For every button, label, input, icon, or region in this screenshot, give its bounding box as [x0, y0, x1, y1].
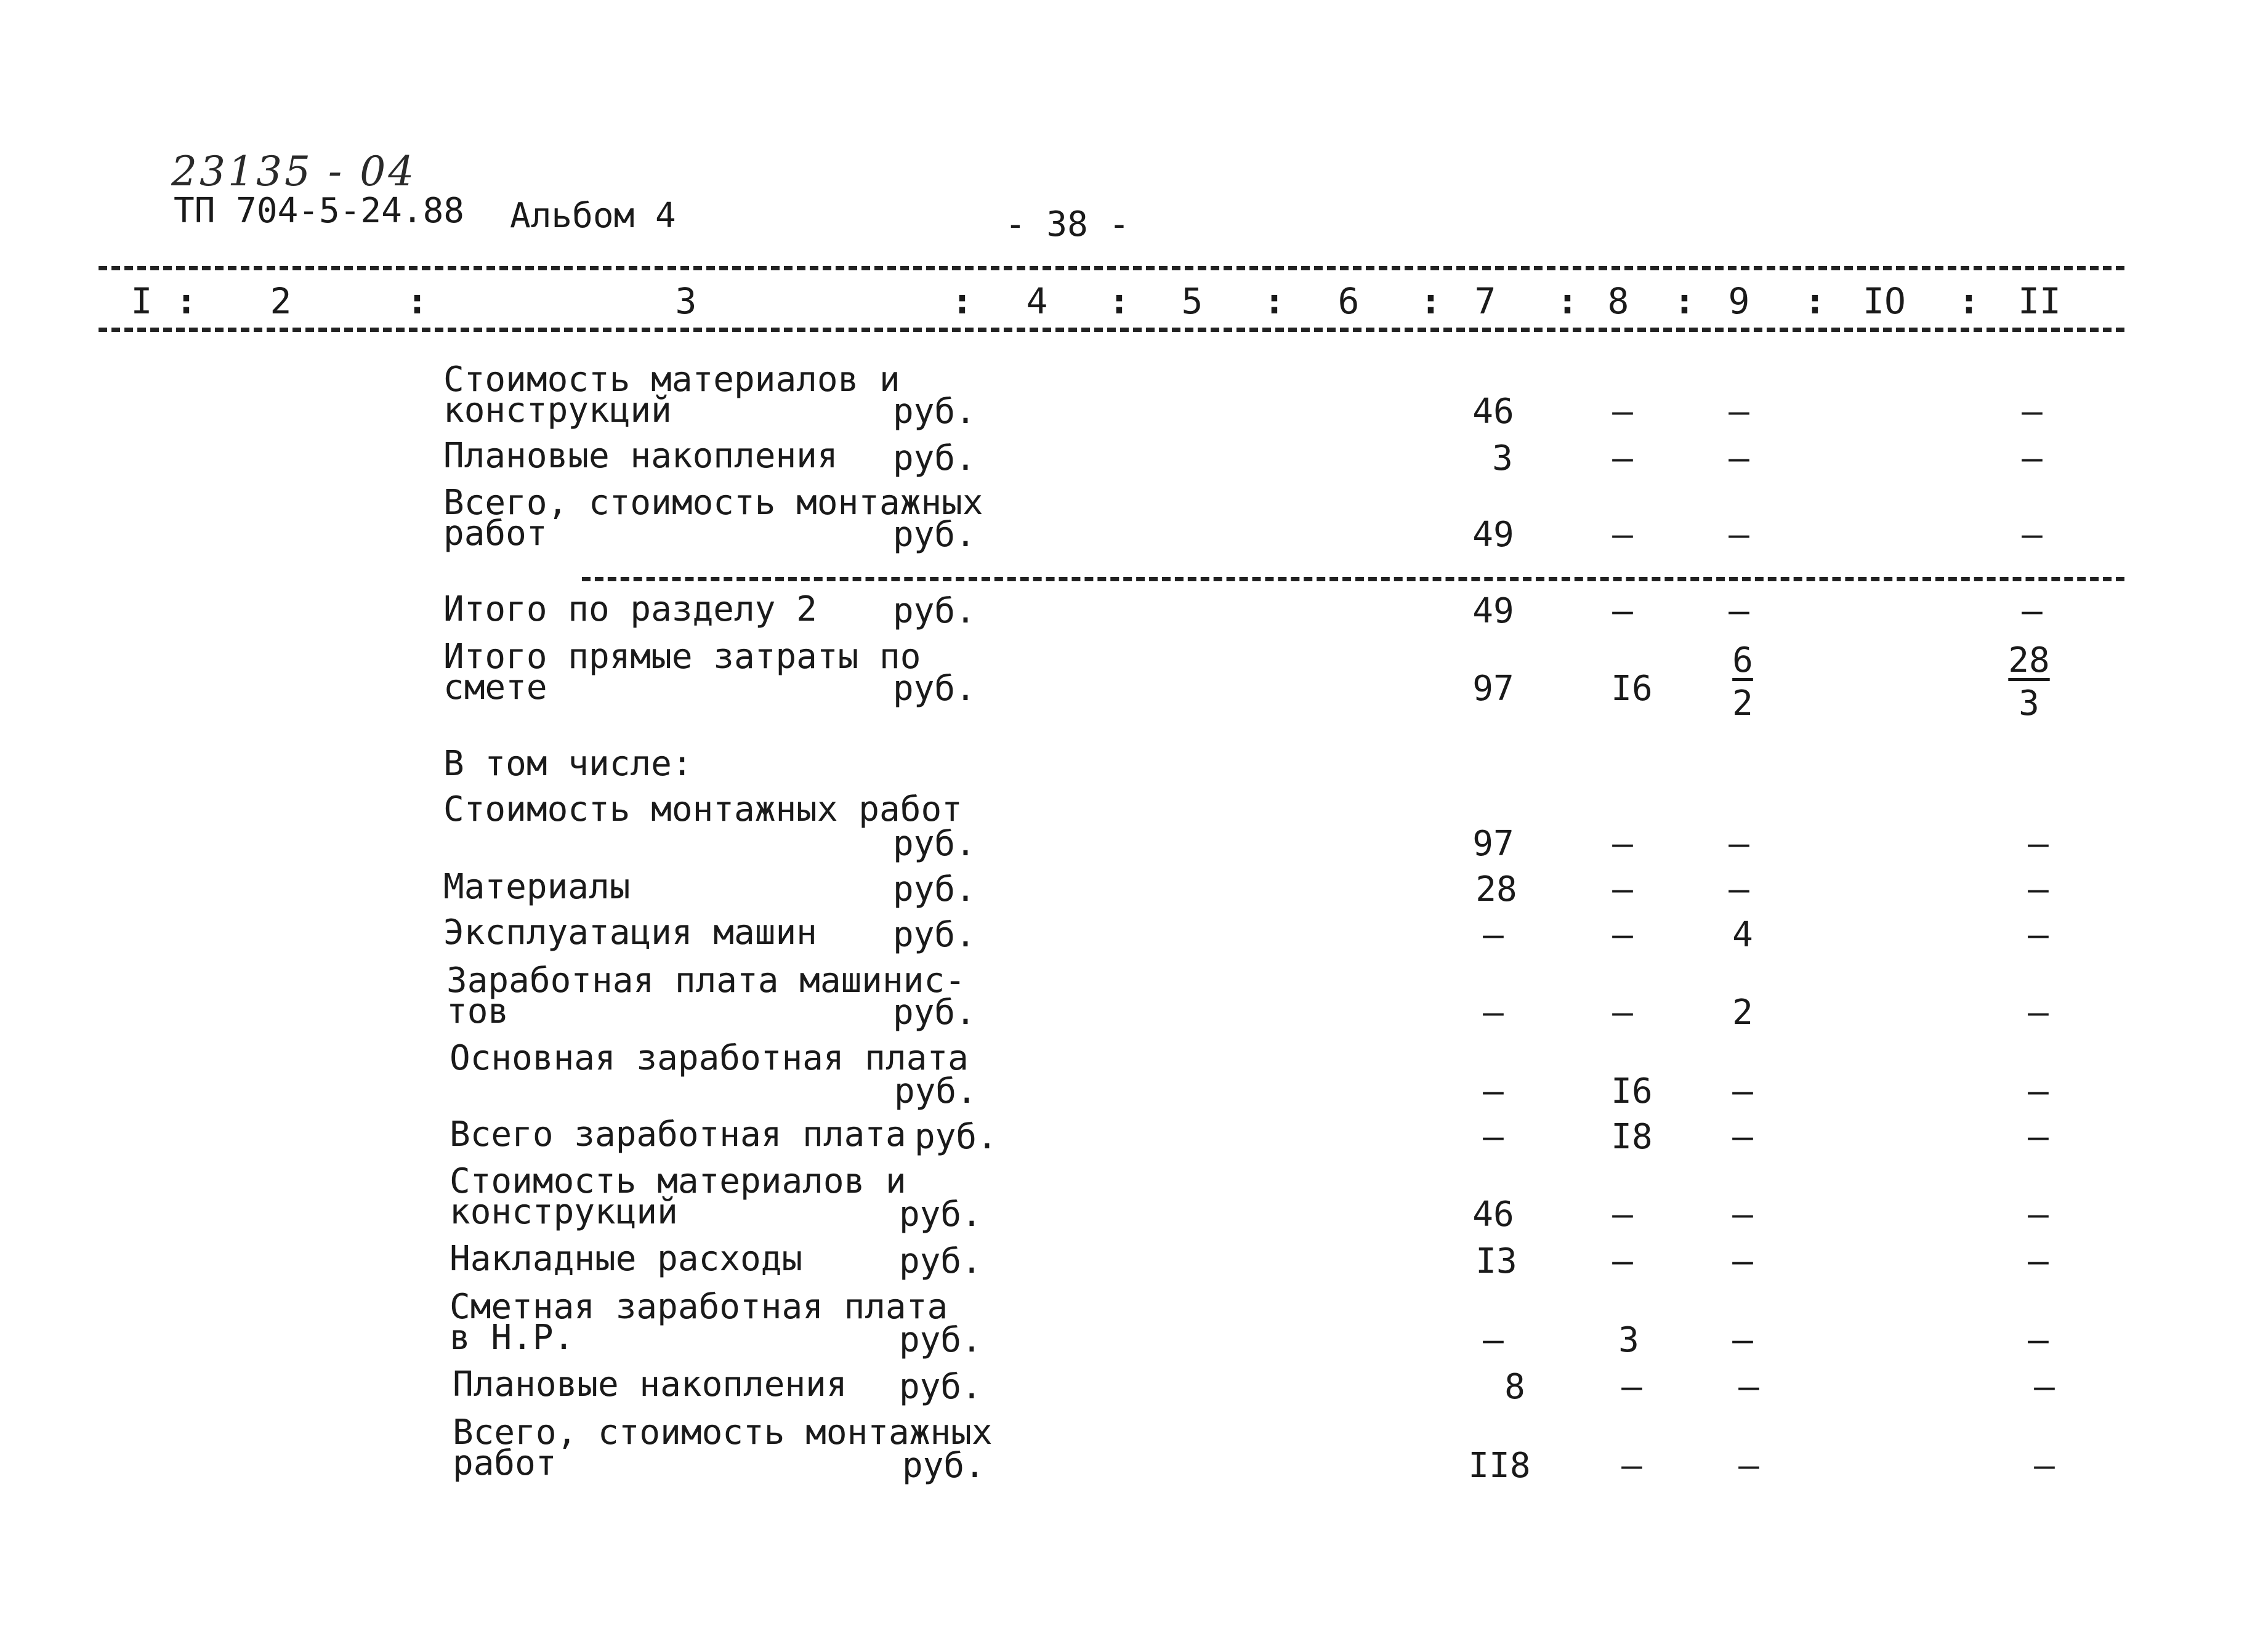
cell-col11-denominator: 3	[2019, 683, 2039, 723]
column-separator: :	[406, 280, 428, 322]
row-label: Заработная плата машинис- тов	[446, 961, 966, 1031]
cell-col7: 8	[1504, 1367, 1525, 1407]
cell-col9: –	[1732, 1195, 1753, 1235]
cell-col11: –	[2028, 869, 2049, 909]
row-label: Плановые накопления	[453, 1364, 847, 1404]
column-header-11: II	[2018, 280, 2061, 322]
row-label: Накладные расходы	[450, 1239, 803, 1279]
column-header-10: IO	[1863, 280, 1906, 322]
cell-col8: –	[1621, 1367, 1642, 1407]
cell-col11: –	[2022, 515, 2043, 555]
cell-col7: 97	[1472, 669, 1514, 709]
row-unit: руб.	[893, 392, 976, 432]
row-label: Стоимость материалов и конструкций	[450, 1161, 906, 1232]
column-header-3: 3	[675, 280, 697, 322]
row-label: Итого по разделу 2	[443, 589, 817, 629]
row-unit: руб.	[893, 869, 976, 909]
cell-col9-denominator: 2	[1732, 683, 1753, 723]
column-separator: :	[1108, 280, 1130, 322]
row-unit: руб.	[914, 1117, 998, 1157]
row-unit: руб.	[893, 515, 976, 555]
column-header-8: 8	[1607, 280, 1629, 322]
row-label: Материалы	[443, 867, 631, 907]
cell-col8: –	[1612, 392, 1633, 432]
including-label: В том числе:	[443, 744, 693, 784]
column-separator: :	[1674, 280, 1695, 322]
cell-col7: 3	[1492, 438, 1513, 478]
row-unit: руб.	[899, 1195, 982, 1235]
cell-col9: –	[1729, 869, 1749, 909]
cell-col7: –	[1483, 993, 1504, 1033]
row-unit: руб.	[893, 591, 976, 631]
cell-col8: –	[1612, 993, 1633, 1033]
cell-col11: –	[2034, 1367, 2055, 1407]
page-number: - 38 -	[1005, 204, 1130, 244]
row-unit: руб.	[902, 1446, 985, 1486]
cell-col11: –	[2034, 1446, 2055, 1486]
cell-col11: –	[2022, 591, 2043, 631]
row-unit: руб.	[893, 915, 976, 955]
cell-col8: I8	[1611, 1117, 1653, 1157]
column-separator: :	[1557, 280, 1578, 322]
cell-col11: –	[2028, 1320, 2049, 1360]
column-separator: :	[1958, 280, 1980, 322]
cell-col9: –	[1732, 1241, 1753, 1281]
document-code: ТП 704-5-24.88	[174, 191, 465, 231]
cell-col8: –	[1612, 591, 1633, 631]
column-header-4: 4	[1026, 280, 1048, 322]
row-label: Итого прямые затраты по смете	[443, 637, 921, 707]
cell-col9: –	[1729, 515, 1749, 555]
cell-col8: 3	[1618, 1320, 1639, 1360]
cell-col8: –	[1621, 1446, 1642, 1486]
cell-col7: 97	[1472, 824, 1514, 864]
cell-col11: –	[2028, 824, 2049, 864]
cell-col8: –	[1612, 438, 1633, 478]
cell-col9: –	[1738, 1367, 1759, 1407]
cell-col7: –	[1483, 1117, 1504, 1157]
column-header-6: 6	[1337, 280, 1360, 322]
cell-col11: –	[2028, 1071, 2049, 1111]
cell-col9: 4	[1732, 915, 1753, 955]
cell-col7: 46	[1472, 1195, 1514, 1235]
row-label: Эксплуатация машин	[443, 913, 817, 953]
cell-col9: –	[1729, 591, 1749, 631]
row-label: Всего заработная плата	[450, 1114, 906, 1154]
cell-col11-numerator: 28	[2008, 640, 2050, 680]
cell-col8: –	[1612, 915, 1633, 955]
row-label: Стоимость монтажных работ	[443, 789, 962, 829]
cell-col11: –	[2022, 438, 2043, 478]
row-unit: руб.	[893, 824, 976, 864]
row-label: Плановые накопления	[443, 436, 838, 476]
row-unit: руб.	[899, 1320, 982, 1360]
row-unit: руб.	[894, 1071, 977, 1111]
row-unit: руб.	[893, 993, 976, 1033]
column-separator: :	[1804, 280, 1826, 322]
row-label: Всего, стоимость монтажных работ	[443, 483, 983, 554]
row-unit: руб.	[893, 438, 976, 478]
cell-col7: 49	[1472, 591, 1514, 631]
cell-col8: –	[1612, 515, 1633, 555]
row-unit: руб.	[899, 1367, 982, 1407]
column-separator: :	[1264, 280, 1285, 322]
cell-col9: –	[1729, 392, 1749, 432]
cell-col7: I3	[1475, 1241, 1517, 1281]
cell-col9-numerator: 6	[1732, 640, 1753, 680]
cell-col11: –	[2028, 915, 2049, 955]
cell-col7: –	[1483, 1071, 1504, 1111]
column-separator: :	[951, 280, 973, 322]
cell-col7: II8	[1468, 1446, 1531, 1486]
column-header-7: 7	[1474, 280, 1496, 322]
cell-col11: –	[2028, 1241, 2049, 1281]
row-label: Стоимость материалов и конструкций	[443, 360, 900, 430]
cell-col9: –	[1738, 1446, 1759, 1486]
cell-col8: –	[1612, 824, 1633, 864]
header-top-divider	[99, 266, 2124, 270]
row-unit: руб.	[899, 1241, 982, 1281]
row-label: Сметная заработная плата в Н.Р.	[450, 1287, 948, 1358]
cell-col11: –	[2028, 993, 2049, 1033]
cell-col9: 2	[1732, 993, 1753, 1033]
cell-col8: I6	[1611, 1071, 1653, 1111]
cell-col9: –	[1732, 1320, 1753, 1360]
section-divider	[582, 577, 2124, 581]
cell-col11: –	[2022, 392, 2043, 432]
row-unit: руб.	[893, 669, 976, 709]
cell-col8: –	[1612, 1241, 1633, 1281]
cell-col8: –	[1612, 1195, 1633, 1235]
cell-col7: 49	[1472, 515, 1514, 555]
column-header-9: 9	[1728, 280, 1750, 322]
row-label: Всего, стоимость монтажных работ	[453, 1412, 993, 1483]
row-label: Основная заработная плата	[450, 1038, 969, 1078]
cell-col7: 46	[1472, 392, 1514, 432]
cell-col9: –	[1732, 1117, 1753, 1157]
column-header-5: 5	[1181, 280, 1203, 322]
cell-col7: –	[1483, 915, 1504, 955]
cell-col8: –	[1612, 869, 1633, 909]
document-stamp: 23135 - 04	[171, 148, 417, 195]
column-header-2: 2	[270, 280, 292, 322]
cell-col9: –	[1729, 824, 1749, 864]
cell-col8: I6	[1611, 669, 1653, 709]
column-separator: :	[1420, 280, 1442, 322]
album-label: Альбом 4	[510, 196, 676, 236]
cell-col11: –	[2028, 1117, 2049, 1157]
cell-col9: –	[1729, 438, 1749, 478]
cell-col9: –	[1732, 1071, 1753, 1111]
header-bottom-divider	[99, 328, 2124, 332]
column-separator: :	[175, 280, 197, 322]
cell-col7: –	[1483, 1320, 1504, 1360]
cell-col7: 28	[1475, 869, 1517, 909]
column-header-1: I	[131, 280, 153, 322]
cell-col11: –	[2028, 1195, 2049, 1235]
